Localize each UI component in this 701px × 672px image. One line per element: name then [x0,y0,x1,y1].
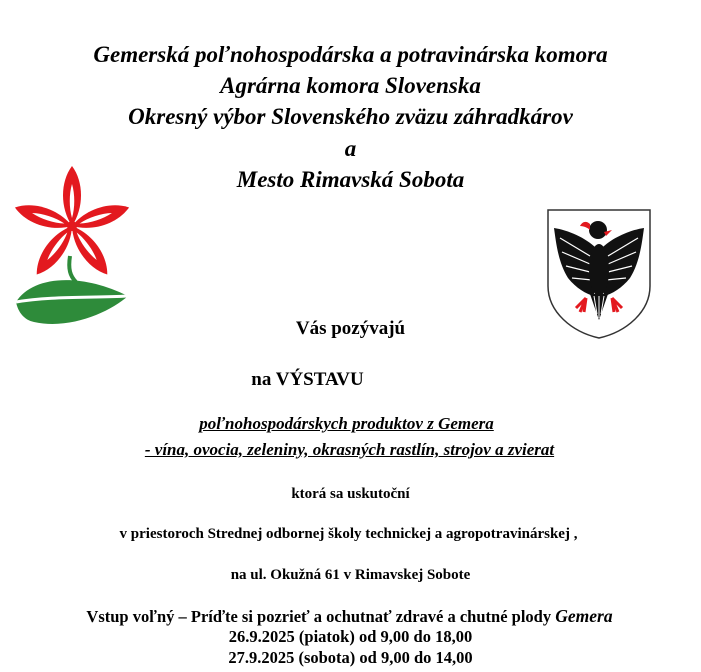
organizer-3: Okresný výbor Slovenského zväzu záhradkárov [128,104,573,129]
date-2: 27.9.2025 (sobota) od 9,00 do 14,00 [228,648,473,667]
entry-emphasis-text: Gemera [555,606,613,626]
address-text: na ul. Okužná 61 v Rimavskej Sobote [230,567,471,583]
date-1: 26.9.2025 (piatok) od 9,00 do 18,00 [228,627,473,646]
exhibition-subject-1: poľnohospodárskych produktov z Gemera [199,414,494,433]
flower-logo-icon [10,164,134,326]
organizer-4: Mesto Rimavská Sobota [236,167,465,192]
organizer-conjunction: a [344,136,357,161]
organizer-1: Gemerská poľnohospodárska a potravinárska komora [93,42,608,67]
invitation-line-1: Vás pozývajú [295,318,406,339]
exhibition-subject-2: - vína, ovocia, zeleniny, okrasných rastlín, strojov a zvierat [144,440,555,459]
entry-text [0,606,700,627]
invitation-line-2: na VÝSTAVU [251,369,364,390]
entry-main-text: Vstup voľný – Príďte si pozrieť a ochutnať zdravé a chutné plody [86,607,556,626]
venue-text: v priestoroch Strednej odbornej školy technickej a agropotravinárskej , [119,526,578,542]
organizer-2: Agrárna komora Slovenska [220,73,481,98]
takes-place-text: ktorá sa uskutoční [291,486,410,502]
